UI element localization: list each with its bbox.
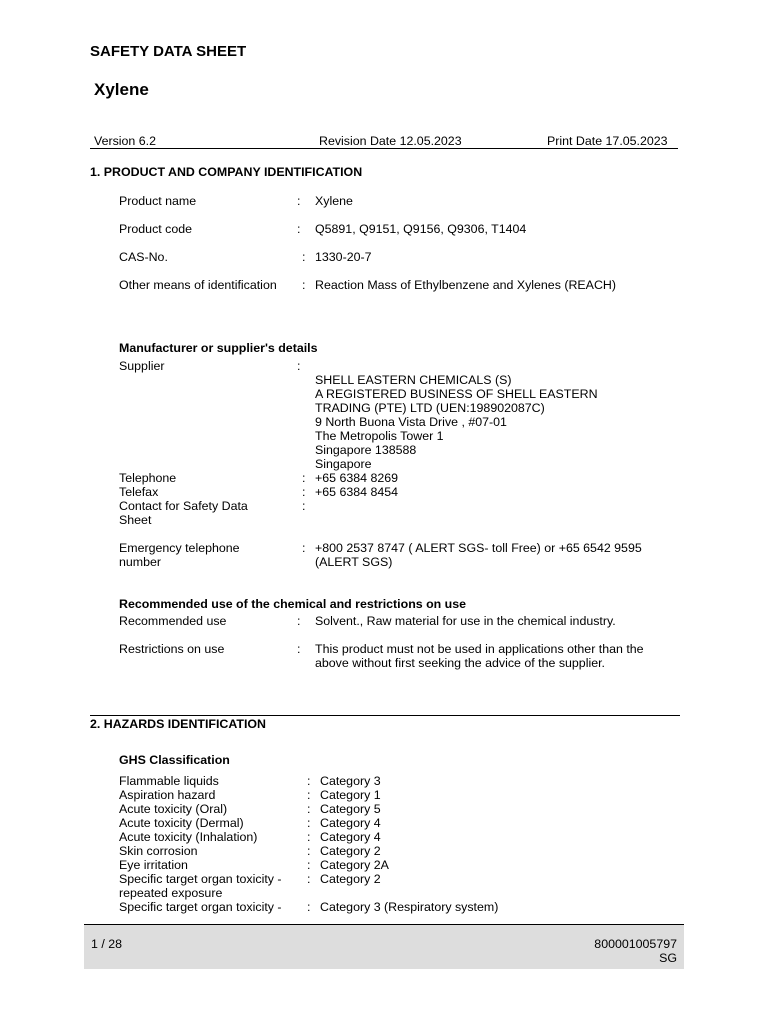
ghs-heading: GHS Classification	[119, 753, 230, 767]
colon: :	[302, 250, 306, 264]
restrictions-value: This product must not be used in applications other than the	[315, 642, 644, 656]
contact-label-cont: Sheet	[119, 513, 152, 527]
telephone-label: Telephone	[119, 471, 177, 485]
page-footer	[84, 924, 684, 969]
supplier-line: A REGISTERED BUSINESS OF SHELL EASTERN	[315, 387, 598, 401]
emergency-value: +800 2537 8747 ( ALERT SGS- toll Free) or +65 6542 9595	[315, 541, 642, 555]
ghs-category: Category 1	[320, 788, 381, 802]
product-code-value: Q5891, Q9151, Q9156, Q9306, T1404	[315, 222, 527, 236]
supplier-label: Supplier	[119, 359, 165, 373]
cas-value: 1330-20-7	[315, 250, 372, 264]
ghs-label: Aspiration hazard	[119, 788, 216, 802]
ghs-category: Category 2	[320, 872, 381, 886]
ghs-label: Acute toxicity (Dermal)	[119, 816, 244, 830]
colon: :	[307, 858, 311, 872]
colon: :	[307, 830, 311, 844]
ghs-category: Category 4	[320, 830, 381, 844]
telefax-label: Telefax	[119, 485, 159, 499]
telephone-value: +65 6384 8269	[315, 471, 399, 485]
colon: :	[302, 471, 306, 485]
supplier-line: TRADING (PTE) LTD (UEN:198902087C)	[315, 401, 545, 415]
ghs-label: Flammable liquids	[119, 774, 219, 788]
country-code: SG	[659, 951, 677, 965]
recommended-use-value: Solvent., Raw material for use in the chemical industry.	[315, 614, 616, 628]
colon: :	[302, 278, 306, 292]
colon: :	[307, 816, 311, 830]
revision-date: Revision Date 12.05.2023	[319, 134, 462, 148]
colon: :	[307, 900, 311, 914]
product-code-label: Product code	[119, 222, 193, 236]
product-name-label: Product name	[119, 194, 197, 208]
colon: :	[307, 802, 311, 816]
supplier-line: Singapore 138588	[315, 443, 417, 457]
other-means-label: Other means of identification	[119, 278, 277, 292]
restrictions-value-cont: above without first seeking the advice of the supplier.	[315, 656, 605, 670]
ghs-label: repeated exposure	[119, 886, 223, 900]
other-means-value: Reaction Mass of Ethylbenzene and Xylenes (REACH)	[315, 278, 616, 292]
use-heading: Recommended use of the chemical and restrictions on use	[119, 597, 467, 611]
ghs-category: Category 5	[320, 802, 381, 816]
ghs-label: Specific target organ toxicity -	[119, 900, 282, 914]
colon: :	[297, 194, 301, 208]
document-number: 800001005797	[594, 937, 677, 951]
colon: :	[297, 222, 301, 236]
ghs-category: Category 2A	[320, 858, 389, 872]
emergency-value-cont: (ALERT SGS)	[315, 555, 393, 569]
document-title: SAFETY DATA SHEET	[90, 43, 247, 60]
ghs-category: Category 2	[320, 844, 381, 858]
ghs-category: Category 4	[320, 816, 381, 830]
contact-label: Contact for Safety Data	[119, 499, 248, 513]
colon: :	[302, 541, 306, 555]
ghs-category: Category 3	[320, 774, 381, 788]
colon: :	[307, 872, 311, 886]
ghs-label: Eye irritation	[119, 858, 188, 872]
ghs-label: Specific target organ toxicity -	[119, 872, 282, 886]
header-rule	[90, 148, 678, 149]
recommended-use-label: Recommended use	[119, 614, 227, 628]
telefax-value: +65 6384 8454	[315, 485, 399, 499]
product-title: Xylene	[94, 80, 149, 99]
emergency-label: Emergency telephone	[119, 541, 240, 555]
colon: :	[302, 485, 306, 499]
product-name-value: Xylene	[315, 194, 353, 208]
ghs-label: Skin corrosion	[119, 844, 198, 858]
colon: :	[307, 774, 311, 788]
colon: :	[307, 844, 311, 858]
ghs-category: Category 3 (Respiratory system)	[320, 900, 499, 914]
section-2-rule	[90, 715, 680, 716]
restrictions-label: Restrictions on use	[119, 642, 225, 656]
cas-label: CAS-No.	[119, 250, 168, 264]
ghs-label: Acute toxicity (Inhalation)	[119, 830, 258, 844]
supplier-line: SHELL EASTERN CHEMICALS (S)	[315, 373, 512, 387]
ghs-label: Acute toxicity (Oral)	[119, 802, 228, 816]
supplier-line: The Metropolis Tower 1	[315, 429, 444, 443]
print-date: Print Date 17.05.2023	[547, 134, 668, 148]
supplier-line: 9 North Buona Vista Drive , #07-01	[315, 415, 507, 429]
colon: :	[297, 614, 301, 628]
section-2-title: 2. HAZARDS IDENTIFICATION	[90, 717, 266, 731]
colon: :	[302, 499, 306, 513]
colon: :	[297, 359, 301, 373]
section-1-title: 1. PRODUCT AND COMPANY IDENTIFICATION	[90, 165, 363, 179]
supplier-line: Singapore	[315, 457, 372, 471]
manufacturer-heading: Manufacturer or supplier's details	[119, 341, 318, 355]
page-number: 1 / 28	[91, 937, 123, 951]
colon: :	[297, 642, 301, 656]
version-text: Version 6.2	[94, 134, 156, 148]
emergency-label-cont: number	[119, 555, 162, 569]
colon: :	[307, 788, 311, 802]
